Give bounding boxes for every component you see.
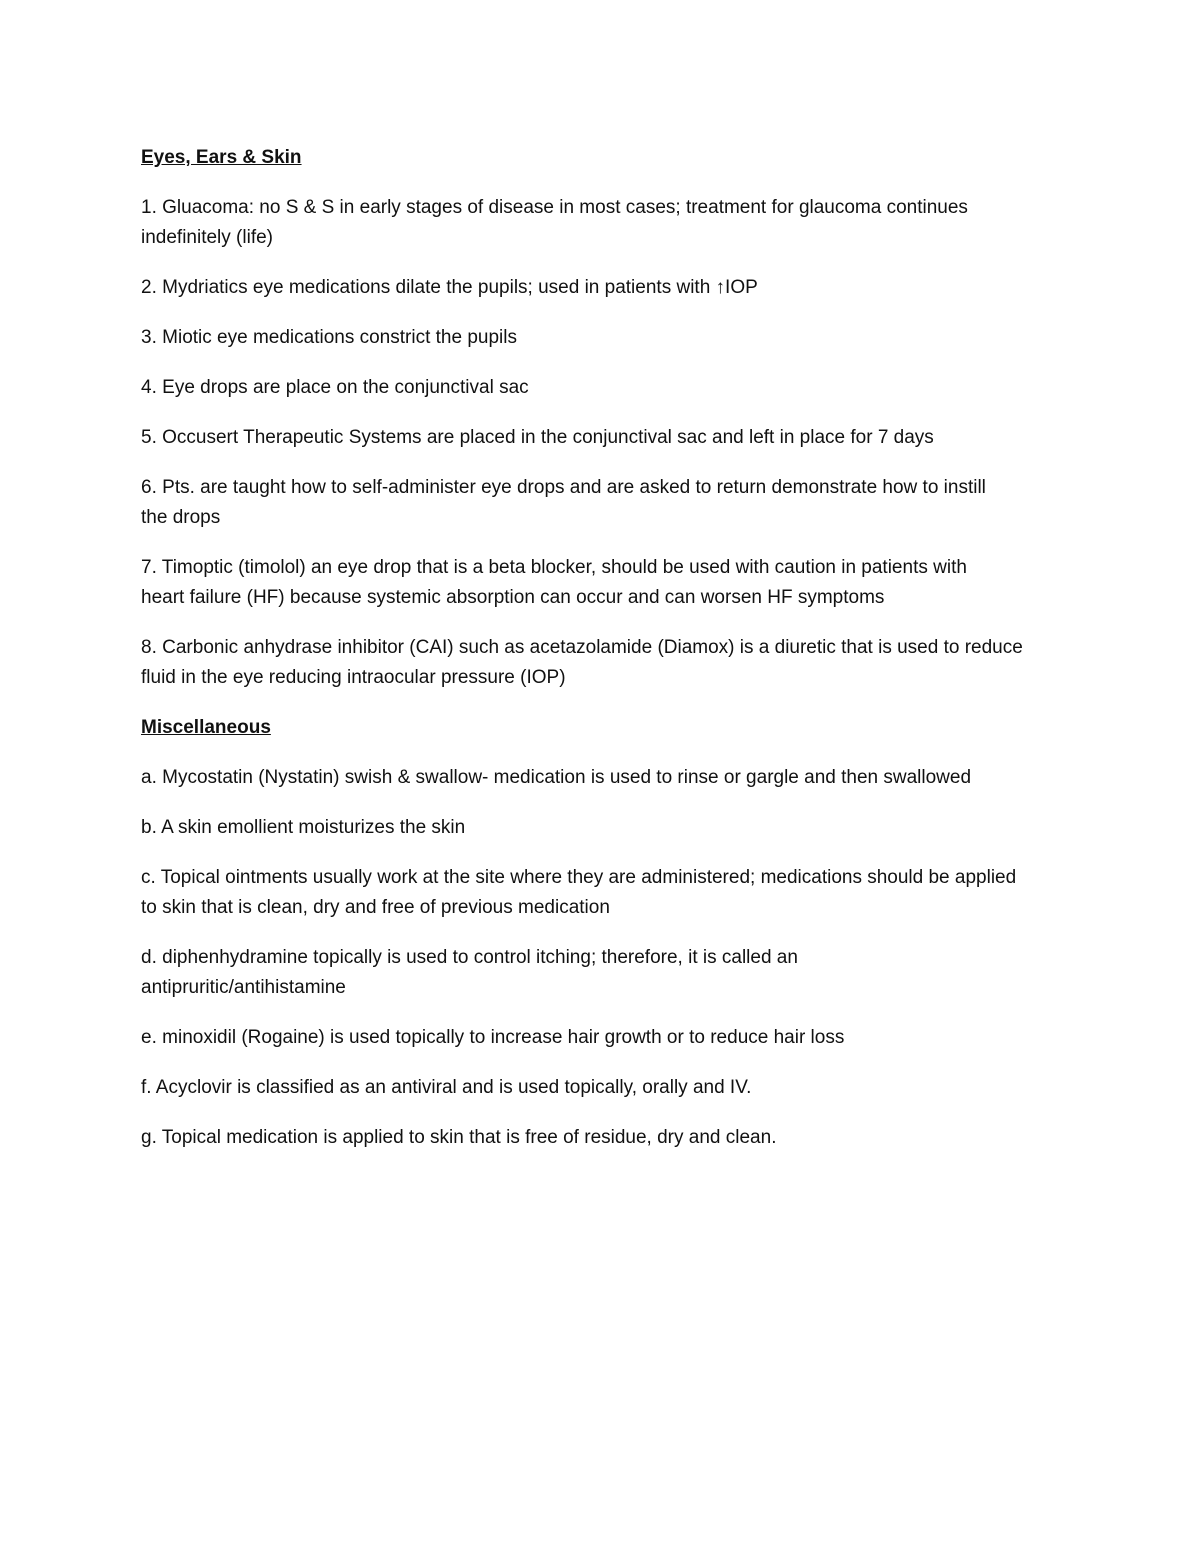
list-item	[141, 473, 1071, 533]
section-heading-miscellaneous: Miscellaneous	[141, 717, 271, 738]
item-text: Topical medication is applied to skin that is free of residue, dry and clean.	[161, 1127, 777, 1148]
item-text: Timoptic (timolol) an eye drop that is a beta blocker, should be used with caution in patients with	[161, 557, 967, 578]
item-number: 5.	[141, 427, 157, 448]
list-item-line	[141, 633, 1071, 663]
list-item	[141, 813, 1071, 843]
item-number: 2.	[141, 277, 157, 298]
item-text-continuation: fluid in the eye reducing intraocular pressure (IOP)	[141, 667, 566, 688]
item-text: Pts. are taught how to self-administer eye drops and are asked to return demonstrate how to instill	[162, 477, 986, 498]
item-text-continuation: indefinitely (life)	[141, 227, 273, 248]
item-text: Mycostatin (Nystatin) swish & swallow- medication is used to rinse or gargle and then swallowed	[162, 767, 972, 788]
item-number: 4.	[141, 377, 157, 398]
item-text: Carbonic anhydrase inhibitor (CAI) such as acetazolamide (Diamox) is a diuretic that is used to reduce	[162, 637, 1023, 658]
item-text-continuation: antipruritic/antihistamine	[141, 977, 346, 998]
item-text: Eye drops are place on the conjunctival sac	[162, 377, 529, 398]
item-letter: g.	[141, 1127, 157, 1148]
item-text: Topical ointments usually work at the site where they are administered; medications should be applied	[160, 867, 1017, 888]
item-text: minoxidil (Rogaine) is used topically to increase hair growth or to reduce hair loss	[162, 1027, 845, 1048]
item-number: 7.	[141, 557, 157, 578]
item-letter: a.	[141, 767, 157, 788]
item-text-continuation: heart failure (HF) because systemic absorption can occur and can worsen HF symptoms	[141, 587, 885, 608]
item-letter: f.	[141, 1077, 152, 1098]
item-number: 3.	[141, 327, 157, 348]
list-item-line	[141, 373, 1071, 403]
list-item-line	[141, 763, 1071, 793]
list-item-line	[141, 193, 1071, 223]
item-letter: d.	[141, 947, 157, 968]
item-text: A skin emollient moisturizes the skin	[161, 817, 466, 838]
document-content	[141, 143, 1071, 1173]
list-item	[141, 1023, 1071, 1053]
list-item-line	[141, 423, 1071, 453]
list-item-line	[141, 1073, 1071, 1103]
item-text-continuation: to skin that is clean, dry and free of previous medication	[141, 897, 610, 918]
list-item-line	[141, 473, 1071, 503]
item-text: diphenhydramine topically is used to control itching; therefore, it is called an	[162, 947, 798, 968]
list-item-line	[141, 323, 1071, 353]
list-item-line	[141, 553, 1071, 583]
item-letter: c.	[141, 867, 156, 888]
list-item-line	[141, 943, 1071, 973]
list-item-line	[141, 273, 1071, 303]
list-item	[141, 273, 1071, 303]
item-letter: b.	[141, 817, 157, 838]
list-item	[141, 633, 1071, 693]
section-heading-eyes-ears-skin: Eyes, Ears & Skin	[141, 147, 302, 168]
list-item	[141, 193, 1071, 253]
list-item-line	[141, 863, 1071, 893]
list-item	[141, 1123, 1071, 1153]
list-item	[141, 943, 1071, 1003]
list-item	[141, 553, 1071, 613]
item-text: Acyclovir is classified as an antiviral and is used topically, orally and IV.	[155, 1077, 752, 1098]
list-item	[141, 323, 1071, 353]
item-text: Mydriatics eye medications dilate the pupils; used in patients with ↑IOP	[162, 277, 758, 298]
list-item	[141, 423, 1071, 453]
list-item-line	[141, 1123, 1071, 1153]
item-text-continuation: the drops	[141, 507, 221, 528]
item-text: Miotic eye medications constrict the pupils	[162, 327, 517, 348]
list-item-line	[141, 813, 1071, 843]
item-number: 6.	[141, 477, 157, 498]
item-text: Gluacoma: no S & S in early stages of disease in most cases; treatment for glaucoma continues	[162, 197, 968, 218]
list-item	[141, 763, 1071, 793]
list-item-line	[141, 1023, 1071, 1053]
list-item	[141, 373, 1071, 403]
item-number: 1.	[141, 197, 157, 218]
list-item	[141, 1073, 1071, 1103]
item-letter: e.	[141, 1027, 157, 1048]
list-item	[141, 863, 1071, 923]
item-text: Occusert Therapeutic Systems are placed in the conjunctival sac and left in place for 7 days	[162, 427, 934, 448]
item-number: 8.	[141, 637, 157, 658]
